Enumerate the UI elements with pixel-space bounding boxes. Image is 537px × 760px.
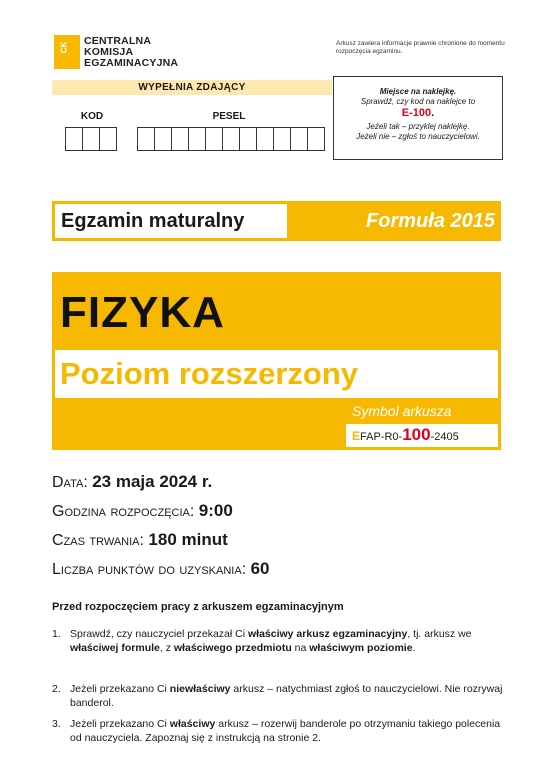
pesel-cell[interactable] [205,127,223,151]
logo-line-3: EGZAMINACYJNA [84,57,179,69]
pesel-cell[interactable] [307,127,325,151]
sticker-box [333,76,503,160]
symbol-label: Symbol arkusza [352,403,452,419]
fill-by-examinee-header: WYPEŁNIA ZDAJĄCY [52,80,332,95]
pesel-label: PESEL [212,111,246,122]
kod-cell[interactable] [82,127,100,151]
sticker-no-text: Jeżeli nie – zgłoś to nauczycielowi. [356,132,480,141]
pesel-cell[interactable] [137,127,155,151]
protected-info-note: Arkusz zawiera informacje prawnie chronione do momentu rozpoczęcia egzaminu. [336,40,505,55]
pesel-cell[interactable] [273,127,291,151]
instructions-title: Przed rozpoczęciem pracy z arkuszem egzaminacyjnym [52,601,344,613]
pesel-cell[interactable] [256,127,274,151]
pesel-cell[interactable] [154,127,172,151]
instruction-item: 2. Jeżeli przekazano Ci niewłaściwy arkusz – natychmiast zgłoś to nauczycielowi. Nie rozrywaj banderol. [52,683,503,709]
instruction-item: 1. Sprawdź, czy nauczyciel przekazał Ci właściwy arkusz egzaminacyjny, tj. arkusz we właściwej formule, z właściwego przedmiotu na właściwym poziomie. [52,628,472,654]
sticker-code: E-100. [401,107,435,119]
kod-label: KOD [80,111,104,122]
exam-formula: Formuła 2015 [366,210,495,232]
subject-level: Poziom rozszerzony [60,356,358,391]
subject-title: FIZYKA [60,288,225,337]
kod-cell[interactable] [99,127,117,151]
sticker-yes-text: Jeżeli tak – przyklej naklejkę. [366,122,470,131]
cke-logo-mark: CK [54,35,80,69]
symbol-code: EFAP-R0-100-2405 [352,425,459,444]
info-start-time: Godzina rozpoczęcia: 9:00 [52,501,233,520]
info-points: Liczba punktów do uzyskania: 60 [52,559,270,578]
info-duration: Czas trwania: 180 minut [52,530,228,549]
instruction-item: 3. Jeżeli przekazano Ci właściwy arkusz – rozerwij banderole po otrzymaniu takiego polecenia od nauczyciela. Zapoznaj się z instrukcją na stronie 2. [52,718,501,744]
logo-line-2: KOMISJA [84,46,134,58]
info-date: Data: 23 maja 2024 r. [52,472,213,491]
exam-name: Egzamin maturalny [55,204,287,238]
kod-input-cells[interactable] [65,127,116,151]
sticker-check-text: Sprawdź, czy kod na naklejce to [360,97,476,106]
pesel-cell[interactable] [171,127,189,151]
logo-line-1: CENTRALNA [84,35,152,47]
pesel-input-cells[interactable] [137,127,324,151]
kod-cell[interactable] [65,127,83,151]
pesel-cell[interactable] [239,127,257,151]
pesel-cell[interactable] [188,127,206,151]
pesel-cell[interactable] [290,127,308,151]
sticker-title: Miejsce na naklejkę. [379,87,457,96]
pesel-cell[interactable] [222,127,240,151]
